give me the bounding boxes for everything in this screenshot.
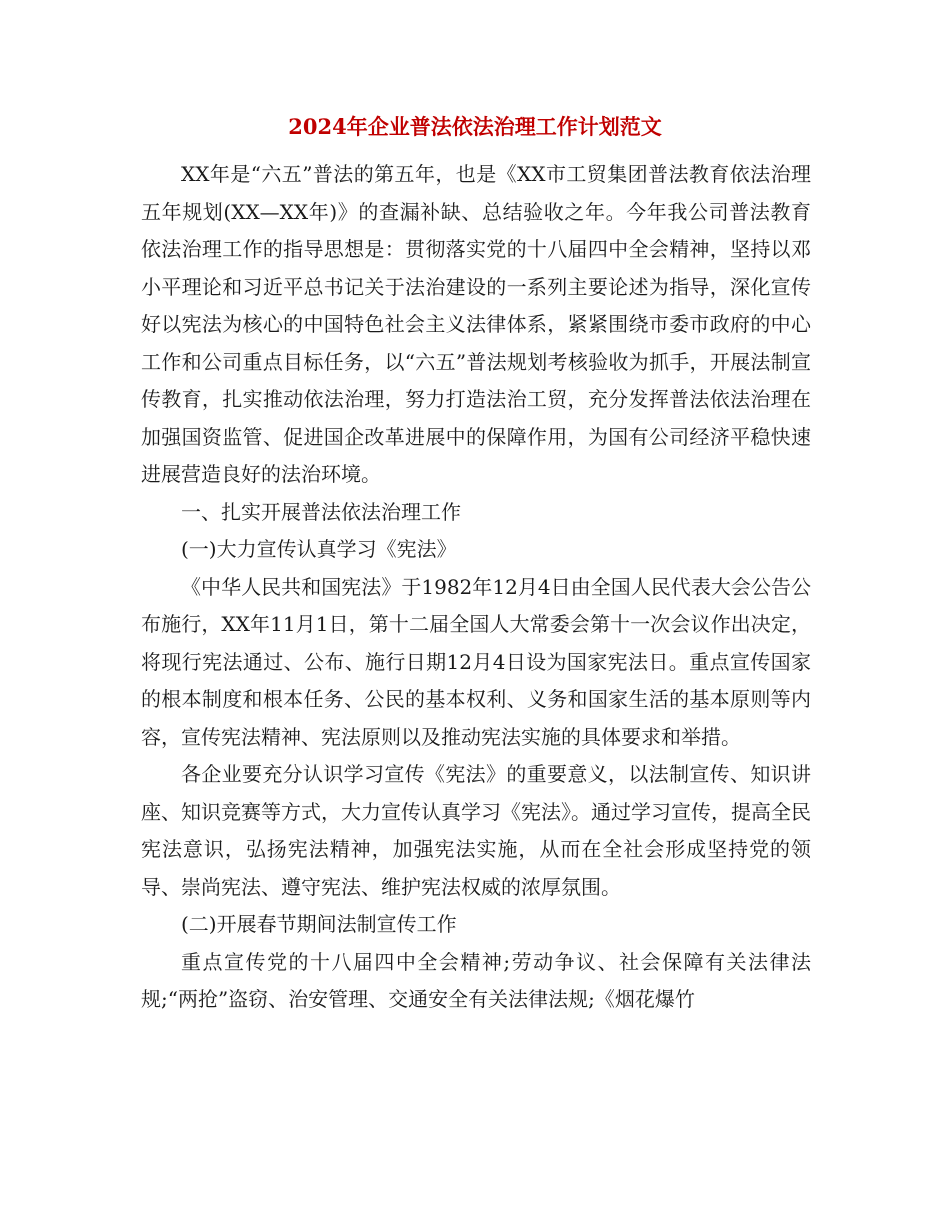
section-heading-1: 一、扎实开展普法依法治理工作 [181, 499, 461, 524]
paragraph-enterprises: 各企业要充分认识学习宣传《宪法》的重要意义，以法制宣传、知识讲座、知识竞赛等方式，大力宣传认真学习《宪法》。通过学习宣传，提高全民宪法意识，弘扬宪法精神，加强宪法实施，从而在全社会形成坚持党的领导、崇尚宪法、遵守宪法、维护宪法权威的浓厚氛围。 [141, 762, 811, 899]
subsection-heading-1: (一)大力宣传认真学习《宪法》 [181, 537, 457, 561]
paragraph-constitution: 《中华人民共和国宪法》于1982年12月4日由全国人民代表大会公告公布施行，XX年11月1日，第十二届全国人大常委会第十一次会议作出决定，将现行宪法通过、公布、施行日期12月4日设为国家宪法日。重点宣传国家的根本制度和根本任务、公民的基本权利、义务和国家生活的基本原则等内容，宣传宪法精神、宪法原则以及推动宪法实施的具体要求和举措。 [141, 574, 811, 749]
paragraph-spring-festival: 重点宣传党的十八届四中全会精神;劳动争议、社会保障有关法律法规;“两抢”盗窃、治安管理、交通安全有关法律法规;《烟花爆竹 [141, 949, 811, 1011]
document-title: 2024年企业普法依法治理工作计划范文 [288, 114, 662, 139]
document-body [141, 156, 811, 1019]
subsection-heading-2: (二)开展春节期间法制宣传工作 [181, 912, 457, 936]
paragraph-intro: XX年是“六五”普法的第五年，也是《XX市工贸集团普法教育依法治理五年规划(XX—XX年)》的查漏补缺、总结验收之年。今年我公司普法教育依法治理工作的指导思想是：贯彻落实党的十八届四中全会精神，坚持以邓小平理论和习近平总书记关于法治建设的一系列主要论述为指导，深化宣传好以宪法为核心的中国特色社会主义法律体系，紧紧围绕市委市政府的中心工作和公司重点目标任务，以“六五”普法规划考核验收为抓手，开展法制宣传教育，扎实推动依法治理，努力打造法治工贸，充分发挥普法依法治理在加强国资监管、促进国企改革进展中的保障作用，为国有公司经济平稳快速进展营造良好的法治环境。 [141, 162, 811, 486]
